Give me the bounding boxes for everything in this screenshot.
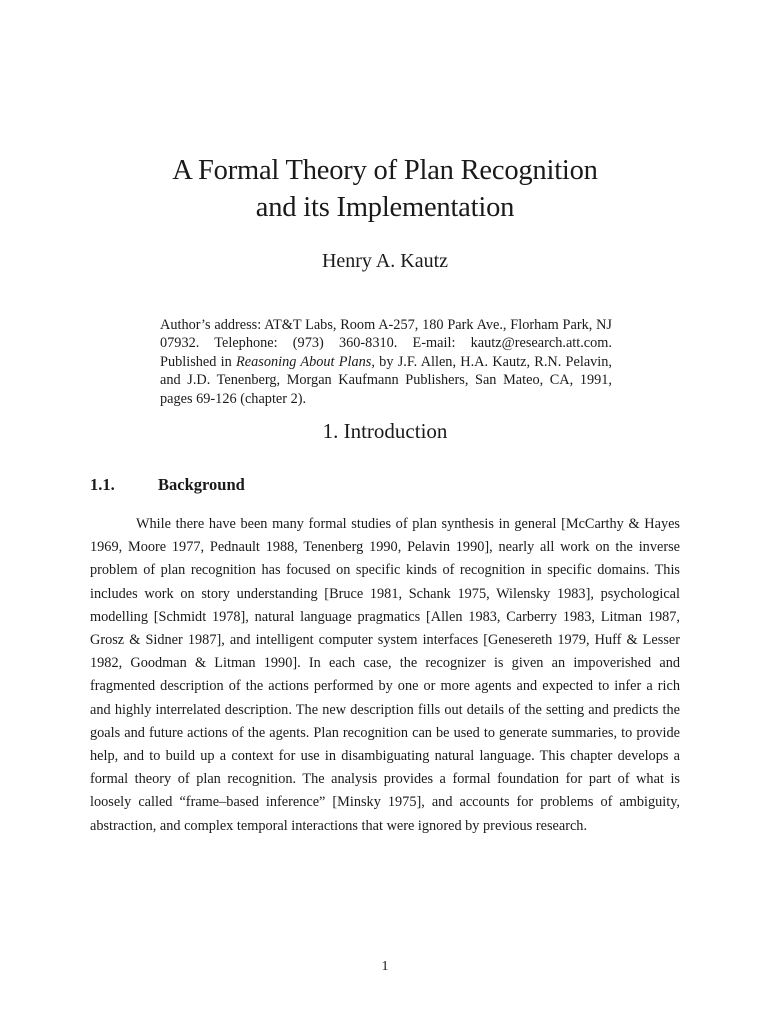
address-text-part-2: by J.F. Allen, H.A. Kautz, R.N. Pelavin, and J.D. Tenenberg, Morgan Kaufmann Publishers, San Mateo, CA, 1991, pages 69-126 (chapter 2). <box>160 353 613 407</box>
subsection-heading <box>90 474 245 496</box>
paper-title-line-2: and its Implementation <box>255 192 515 223</box>
paper-title <box>0 152 770 226</box>
subsection-number: 1.1. <box>90 475 115 494</box>
page-number: 1 <box>381 959 389 974</box>
paper-title-line-1: A Formal Theory of Plan Recognition <box>172 155 598 186</box>
book-title: Reasoning About Plans, <box>236 353 375 370</box>
section-heading: 1. Introduction <box>322 419 448 443</box>
body-paragraph: While there have been many formal studies of plan synthesis in general [McCarthy & Hayes 1969, Moore 1977, Pednault 1988, Tenenberg 1990, Pelavin 1990], nearly all work on the inverse problem of plan recognition has focused on specific kinds of recognition in specific domains. This includes work on story understanding [Bruce 1981, Schank 1975, Wilensky 1983], psychological modelling [Schmidt 1978], natural language pragmatics [Allen 1983, Carberry 1983, Litman 1987, Grosz & Sidner 1987], and intelligent computer system interfaces [Genesereth 1979, Huff & Lesser 1982, Goodman & Litman 1990]. In each case, the recognizer is given an impoverished and fragmented description of the actions performed by one or more agents and expected to infer a rich and highly interrelated description. The new description fills out details of the setting and predicts the goals and future actions of the agents. Plan recognition can be used to generate summaries, to provide help, and to build up a context for use in disambiguating natural language. This chapter develops a formal theory of plan recognition. The analysis provides a formal foundation for part of what is loosely called “frame–based inference” [Minsky 1975], and accounts for problems of ambiguity, abstraction, and complex temporal interactions that were ignored by previous research. <box>90 516 680 834</box>
author-address <box>160 316 612 408</box>
subsection-title: Background <box>158 475 245 494</box>
address-text-part-1: Author’s address: AT&T Labs, Room A-257, 180 Park Ave., Florham Park, NJ 07932. Telephone: (973) 360-8310. E-mail: kautz@research.att.com. Published in <box>160 317 612 370</box>
author-name: Henry A. Kautz <box>321 250 449 272</box>
